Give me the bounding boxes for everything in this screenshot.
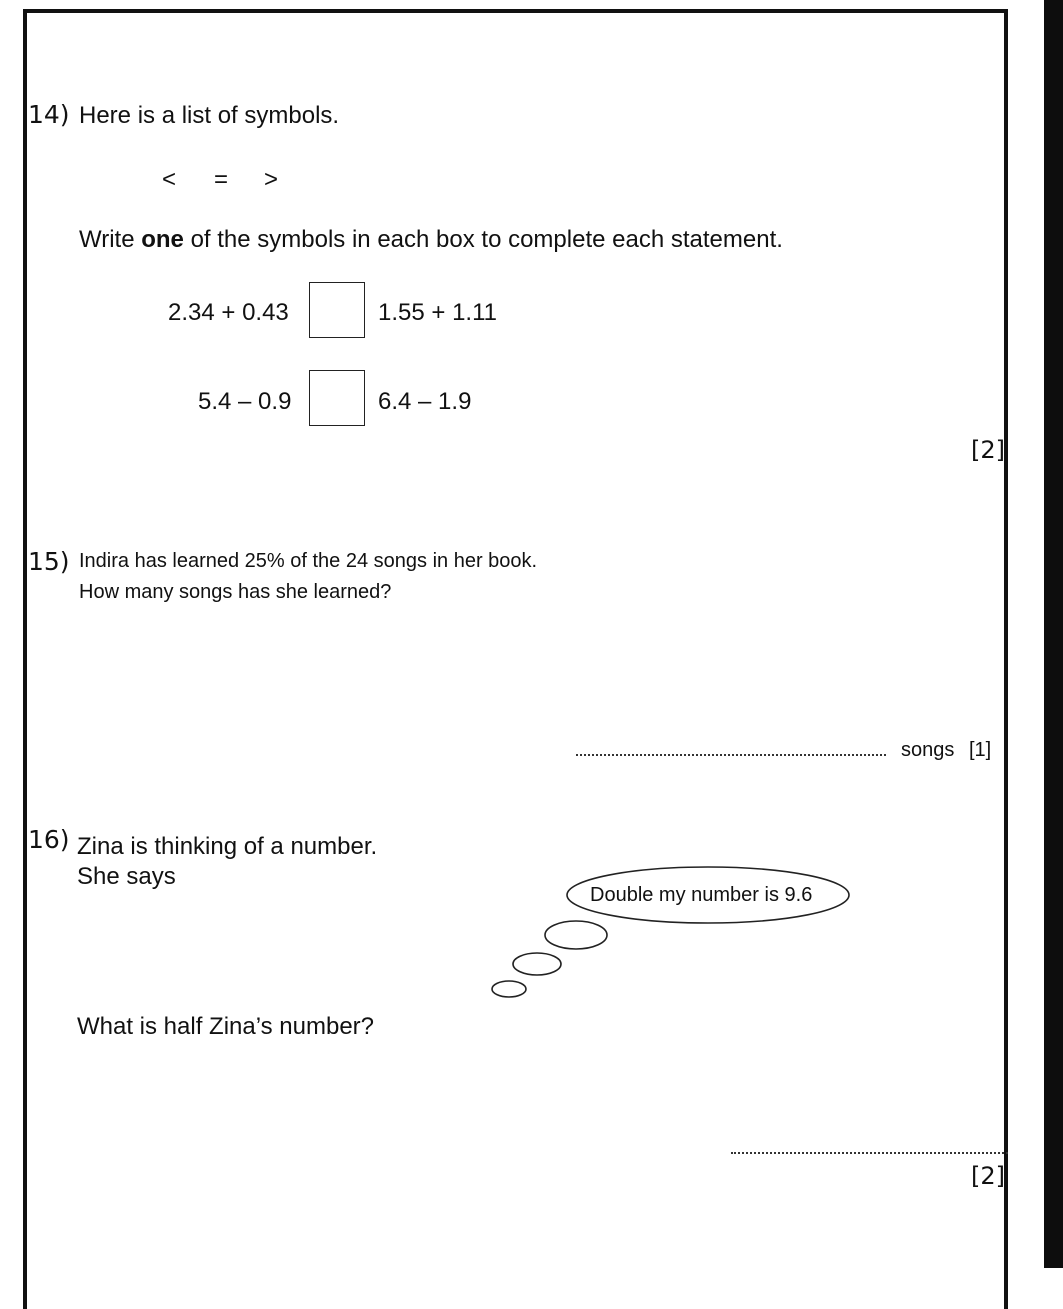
q14-instruction-bold: one [141, 226, 184, 253]
thought-bubble-text: Double my number is 9.6 [590, 884, 813, 906]
q16-line2: She says [77, 863, 176, 890]
q14-intro: Here is a list of symbols. [79, 102, 340, 129]
q14-number: 14) [28, 100, 70, 129]
symbol-less-than: < [162, 166, 177, 193]
statement1-answer-box[interactable] [309, 282, 365, 338]
q14-marks: [2] [971, 436, 1005, 464]
page-frame [23, 9, 1008, 1309]
q15-line2: How many songs has she learned? [79, 581, 392, 603]
q15-number: 15) [28, 547, 70, 576]
q14-instruction: Write one of the symbols in each box to complete each statement. [79, 226, 783, 253]
thought-bubble-dot-small [492, 981, 526, 997]
thought-bubble-dot-large [545, 921, 607, 949]
statement2-answer-box[interactable] [309, 370, 365, 426]
q15-answer-line[interactable] [576, 754, 886, 756]
statement1-left: 2.34 + 0.43 [168, 299, 289, 326]
scrollbar-strip [1044, 0, 1063, 1268]
thought-bubble-dot-medium [513, 953, 561, 975]
q15-marks: [1] [969, 739, 992, 761]
q16-question: What is half Zina’s number? [77, 1013, 375, 1040]
q15-unit: songs [901, 739, 955, 761]
q16-marks: [2] [971, 1162, 1005, 1190]
thought-bubble [486, 862, 856, 1002]
q15-line1: Indira has learned 25% of the 24 songs in her book. [79, 550, 538, 572]
symbol-greater-than: > [264, 166, 279, 193]
statement2-right: 6.4 – 1.9 [378, 388, 472, 415]
statement2-left: 5.4 – 0.9 [198, 388, 292, 415]
symbol-equals: = [214, 166, 229, 193]
q16-line1: Zina is thinking of a number. [77, 833, 378, 860]
statement1-right: 1.55 + 1.11 [378, 299, 497, 326]
q16-answer-line[interactable] [731, 1152, 1008, 1154]
q16-number: 16) [28, 825, 70, 854]
